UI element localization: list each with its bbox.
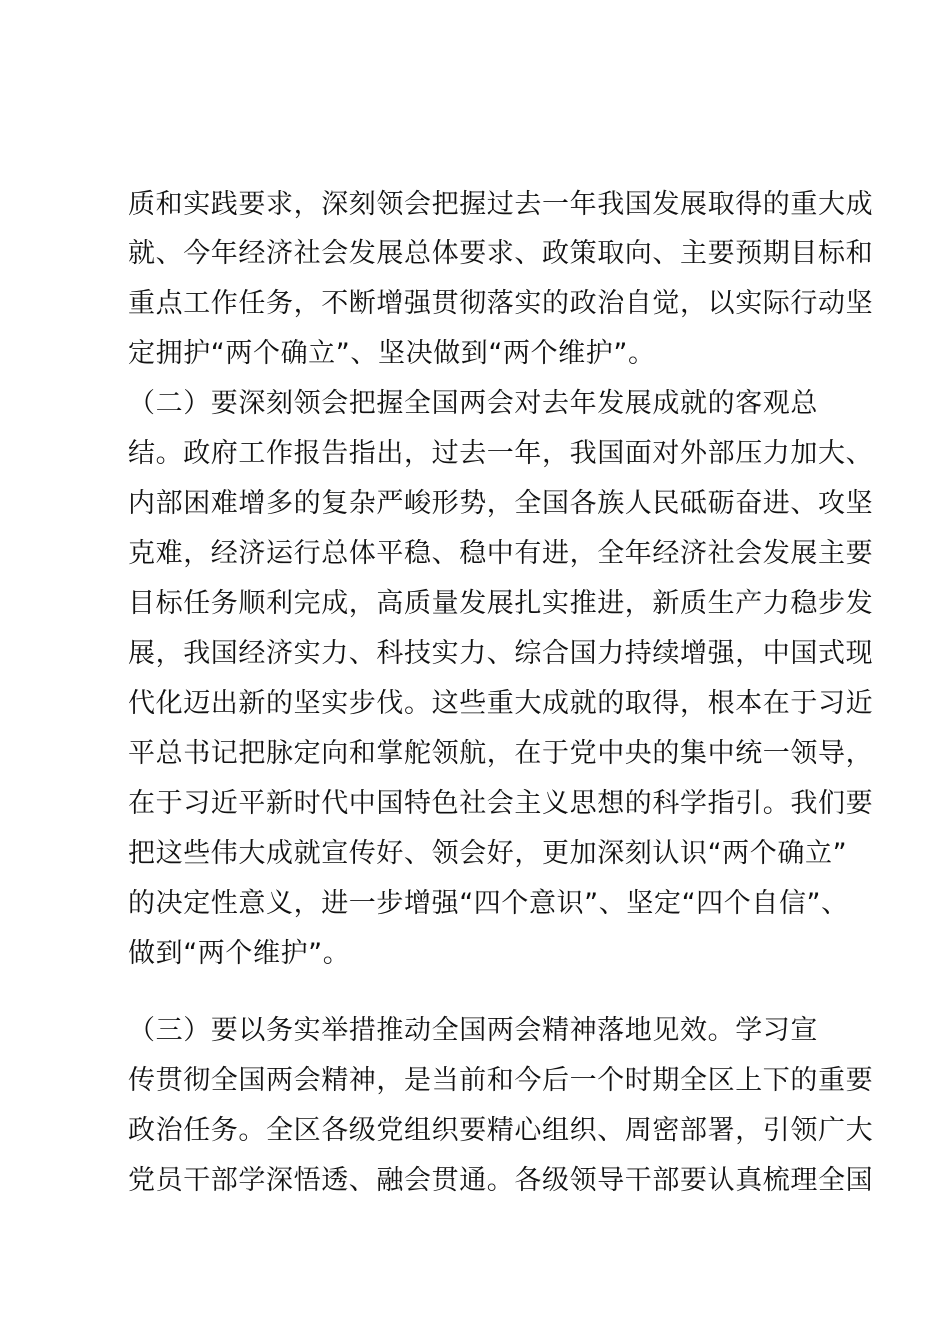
text-line: 做到“两个维护”。 bbox=[128, 938, 351, 969]
text-line: 政治任务。全区各级党组织要精心组织、周密部署，引领广大 bbox=[128, 1115, 874, 1146]
text-line: 平总书记把脉定向和掌舵领航，在于党中央的集中统一领导， bbox=[128, 738, 874, 769]
text-line: 代化迈出新的坚实步伐。这些重大成就的取得，根本在于习近 bbox=[128, 688, 874, 719]
text-line: 就、今年经济社会发展总体要求、政策取向、主要预期目标和 bbox=[128, 238, 874, 269]
text-line: 目标任务顺利完成，高质量发展扎实推进，新质生产力稳步发 bbox=[128, 588, 874, 619]
text-line: 把这些伟大成就宣传好、领会好，更加深刻认识“两个确立” bbox=[128, 838, 848, 869]
text-line: 重点工作任务，不断增强贯彻落实的政治自觉，以实际行动坚 bbox=[128, 288, 874, 319]
text-line: 党员干部学深悟透、融会贯通。各级领导干部要认真梳理全国 bbox=[128, 1165, 874, 1196]
paragraph-heading-3: （三）要以务实举措推动全国两会精神落地见效。学习宣 bbox=[128, 1015, 818, 1046]
text-line: 克难，经济运行总体平稳、稳中有进，全年经济社会发展主要 bbox=[128, 538, 874, 569]
text-line: 在于习近平新时代中国特色社会主义思想的科学指引。我们要 bbox=[128, 788, 874, 819]
text-line: 传贯彻全国两会精神，是当前和今后一个时期全区上下的重要 bbox=[128, 1065, 874, 1096]
text-line: 质和实践要求，深刻领会把握过去一年我国发展取得的重大成 bbox=[128, 189, 874, 220]
text-line: 结。政府工作报告指出，过去一年，我国面对外部压力加大、 bbox=[128, 438, 874, 469]
paragraph-heading-2: （二）要深刻领会把握全国两会对去年发展成就的客观总 bbox=[128, 388, 818, 419]
text-line: 内部困难增多的复杂严峻形势，全国各族人民砥砺奋进、攻坚 bbox=[128, 488, 874, 519]
text-line: 定拥护“两个确立”、坚决做到“两个维护”。 bbox=[128, 338, 656, 369]
text-line: 的决定性意义，进一步增强“四个意识”、坚定“四个自信”、 bbox=[128, 888, 849, 919]
text-line: 展，我国经济实力、科技实力、综合国力持续增强，中国式现 bbox=[128, 638, 874, 669]
